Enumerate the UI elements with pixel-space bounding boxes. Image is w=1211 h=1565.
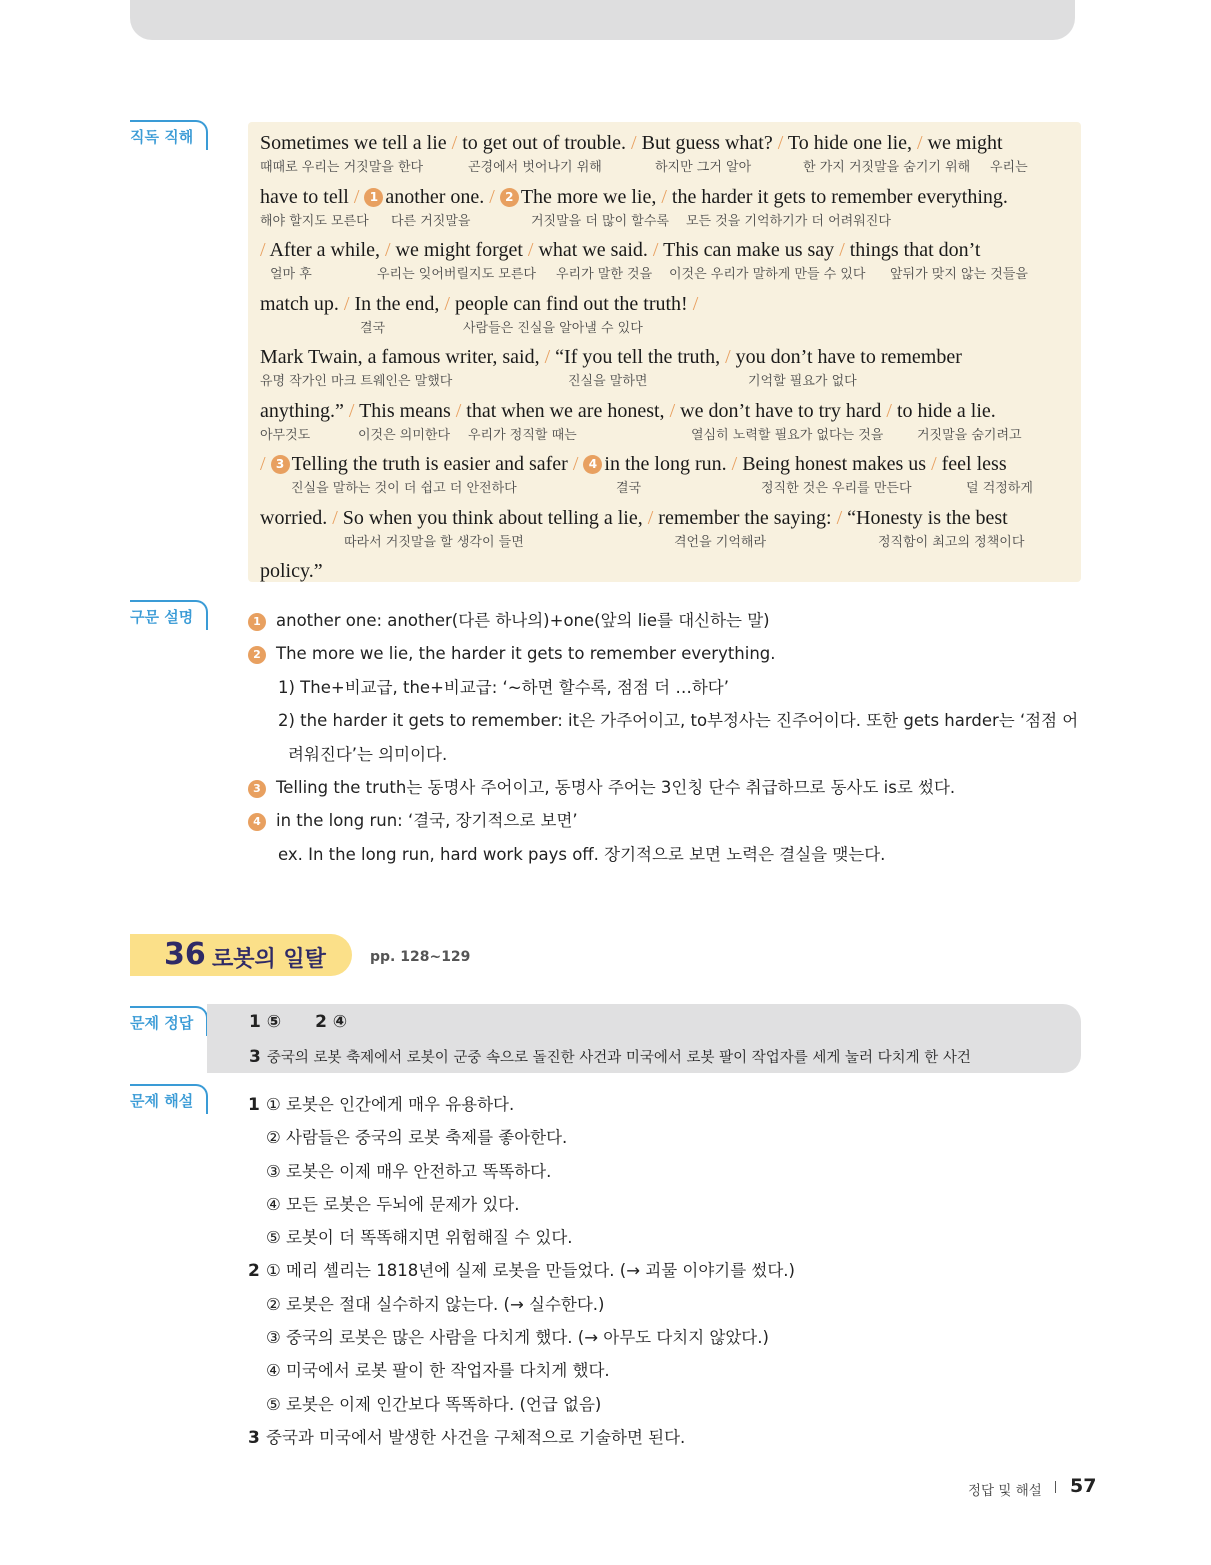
english-chunk: anything.” <box>260 399 344 422</box>
korean-gloss: 열심히 노력할 필요가 없다는 것을 <box>691 427 884 443</box>
korean-gloss: 거짓말을 숨기려고 <box>917 427 1022 443</box>
section-title: 로봇의 일탈 <box>212 947 326 972</box>
korean-gloss: 하지만 그거 알아 <box>655 160 752 175</box>
reading-translation-box <box>248 122 1081 582</box>
circled-number: 3 <box>271 455 290 474</box>
reading-line <box>260 293 1071 347</box>
english-chunk: “If you tell the truth, <box>555 346 721 368</box>
english-chunk: Telling the truth is easier and safer <box>291 453 568 475</box>
english-chunk: what we said. <box>538 239 648 261</box>
korean-gloss: 우리가 말한 것을 <box>556 267 653 282</box>
korean-gloss: 덜 걱정하게 <box>966 481 1033 496</box>
chunk-separator: / <box>522 239 539 261</box>
grammar-note <box>248 742 1088 775</box>
chunk-separator: / <box>327 506 343 529</box>
english-chunk: After a while, <box>269 239 380 261</box>
answer-3-text: 중국의 로봇 축제에서 로봇이 군중 속으로 돌진한 사건과 미국에서 로봇 팔이 작업자를 세게 눌러 다치게 한 사건 <box>266 1050 971 1066</box>
english-chunk: Being honest makes us <box>742 453 927 475</box>
english-chunk: to get out of trouble. <box>462 132 627 154</box>
korean-gloss: 때때로 우리는 거짓말을 한다 <box>260 160 424 175</box>
section-pages: pp. 128~129 <box>370 949 471 965</box>
english-chunk: have to tell <box>260 185 349 208</box>
footer-label: 정답 및 해설 <box>968 1483 1042 1499</box>
reading-line <box>260 239 1071 293</box>
korean-gloss: 이것은 의미한다 <box>358 427 451 443</box>
chunk-separator: / <box>881 399 897 422</box>
label-grammar: 구문 설명 <box>130 600 208 630</box>
circled-number: 1 <box>248 613 266 631</box>
circled-number: 4 <box>583 455 602 474</box>
note-text: 1) The+비교급, the+비교급: ‘~하면 할수록, 점점 더 …하다’ <box>278 677 729 697</box>
english-text <box>260 507 1008 530</box>
english-chunk: The more we lie, <box>520 185 657 208</box>
chunk-separator: / <box>439 292 455 315</box>
chunk-separator: / <box>720 346 736 368</box>
chunk-separator: / <box>539 346 556 368</box>
solution-line <box>248 1256 1088 1289</box>
chunk-separator: / <box>642 506 659 529</box>
solutions-list <box>248 1090 1088 1456</box>
question-number: 2 <box>248 1261 260 1282</box>
chunk-separator: / <box>687 292 699 315</box>
english-chunk: policy.” <box>260 560 323 582</box>
chunk-separator: / <box>647 239 664 261</box>
korean-gloss: 곤경에서 벗어나기 위해 <box>468 160 602 175</box>
grammar-note <box>248 775 1088 808</box>
question-number: 3 <box>248 1427 260 1448</box>
chunk-separator: / <box>343 399 360 422</box>
english-chunk: another one. <box>385 185 485 208</box>
korean-gloss: 진실을 말하면 <box>568 374 648 389</box>
korean-gloss: 정직한 것은 우리를 만든다 <box>761 481 912 496</box>
english-chunk: worried. <box>260 506 328 529</box>
chunk-separator: / <box>338 292 355 315</box>
english-chunk: To hide one lie, <box>787 132 913 154</box>
english-chunk: the harder it gets to remember everything. <box>671 185 1008 208</box>
english-chunk: we might <box>927 132 1003 154</box>
english-chunk: people can find out the truth! <box>454 292 688 315</box>
answer-box <box>207 1004 1081 1073</box>
korean-gloss: 이것은 우리가 말하게 만들 수 있다 <box>669 267 866 282</box>
grammar-note <box>248 842 1088 875</box>
solution-text: ⑤ 로봇이 더 똑똑해지면 위험해질 수 있다. <box>266 1228 573 1248</box>
solution-line <box>248 1190 1088 1223</box>
chunk-separator: / <box>926 453 942 475</box>
korean-gloss: 해야 할지도 모른다 <box>260 213 369 229</box>
solution-text: ① 로봇은 인간에게 매우 유용하다. <box>266 1095 515 1114</box>
chunk-separator: / <box>726 453 743 475</box>
english-text <box>260 560 323 583</box>
korean-gloss: 따라서 거짓말을 할 생각이 들면 <box>344 534 524 550</box>
solution-text: ④ 미국에서 로봇 팔이 한 작업자를 다치게 했다. <box>266 1361 610 1381</box>
english-chunk: remember the saying: <box>658 506 832 529</box>
question-number: 1 <box>248 1095 260 1115</box>
chunk-separator: / <box>656 185 672 208</box>
korean-gloss: 유명 작가인 마크 트웨인은 말했다 <box>260 374 453 389</box>
footer-divider <box>1055 1481 1056 1493</box>
solution-line <box>248 1356 1088 1389</box>
korean-gloss: 거짓말을 더 많이 할수록 <box>531 213 669 229</box>
note-text: The more we lie, the harder it gets to remember everything. <box>276 644 776 664</box>
english-chunk: we don’t have to try hard <box>680 399 882 422</box>
solution-text: ⑤ 로봇은 이제 인간보다 똑똑하다. (언급 없음) <box>266 1394 602 1414</box>
korean-gloss: 얼마 후 <box>270 267 312 282</box>
english-chunk: things that don’t <box>849 239 981 261</box>
solution-line <box>248 1157 1088 1190</box>
reading-line <box>260 186 1071 240</box>
korean-gloss: 기억할 필요가 없다 <box>748 374 857 389</box>
solution-text: ① 메리 셸리는 1818년에 실제 로봇을 만들었다. (→ 괴물 이야기를 썼다.) <box>266 1261 795 1281</box>
circled-number: 2 <box>500 188 519 207</box>
chunk-separator: / <box>348 185 365 208</box>
solution-text: ④ 모든 로봇은 두뇌에 문제가 있다. <box>266 1194 520 1214</box>
note-text: 려워진다’는 의미이다. <box>288 744 448 764</box>
english-text <box>260 346 962 369</box>
english-chunk: you don’t have to remember <box>735 346 962 368</box>
korean-gloss: 우리는 <box>990 160 1028 175</box>
solution-text: ② 로봇은 절대 실수하지 않는다. (→ 실수한다.) <box>266 1294 605 1314</box>
label-reading: 직독 직해 <box>130 120 208 150</box>
solution-line <box>248 1290 1088 1323</box>
answer-row <box>249 1046 971 1067</box>
grammar-note <box>248 808 1088 841</box>
korean-gloss: 아무것도 <box>260 427 311 443</box>
label-answers: 문제 정답 <box>130 1006 208 1036</box>
korean-gloss: 결국 <box>616 481 642 496</box>
korean-gloss: 다른 거짓말을 <box>391 213 471 229</box>
english-text <box>260 186 1008 209</box>
section-number: 36 <box>164 937 206 972</box>
chunk-separator: / <box>664 399 681 422</box>
english-text <box>260 293 698 316</box>
reading-line <box>260 560 1071 614</box>
chunk-separator: / <box>260 239 270 261</box>
top-banner <box>130 0 1075 40</box>
english-chunk: This can make us say <box>663 239 835 261</box>
english-chunk: Sometimes we tell a lie <box>260 132 447 154</box>
note-text: in the long run: ‘결국, 장기적으로 보면’ <box>276 811 578 831</box>
section-header <box>130 934 352 976</box>
reading-line <box>260 346 1071 400</box>
english-chunk: to hide a lie. <box>896 399 996 422</box>
note-text: ex. In the long run, hard work pays off. 장기적으로 보면 노력은 결실을 맺는다. <box>278 844 886 864</box>
english-text <box>260 400 996 423</box>
solution-line <box>248 1390 1088 1423</box>
circled-number: 2 <box>248 646 266 664</box>
answer-1: 1 ⑤ <box>249 1012 282 1032</box>
english-chunk: “Honesty is the best <box>847 506 1008 529</box>
korean-gloss: 사람들은 진실을 알아낼 수 있다 <box>463 320 643 336</box>
solution-line <box>248 1090 1088 1123</box>
chunk-separator: / <box>772 132 788 154</box>
solution-text: ③ 중국의 로봇은 많은 사람을 다치게 했다. (→ 아무도 다치지 않았다.) <box>266 1328 769 1348</box>
korean-gloss: 우리가 정직할 때는 <box>468 427 577 443</box>
solution-line <box>248 1223 1088 1256</box>
chunk-separator: / <box>450 399 467 422</box>
chunk-separator: / <box>912 132 928 154</box>
answer-row <box>249 1012 375 1032</box>
chunk-separator: / <box>834 239 850 261</box>
english-chunk: Mark Twain, a famous writer, said, <box>260 346 540 368</box>
korean-gloss: 모든 것을 기억하기가 더 어려워진다 <box>686 213 891 229</box>
grammar-note <box>248 675 1088 708</box>
english-chunk: So when you think about telling a lie, <box>342 506 643 529</box>
label-solutions: 문제 해설 <box>130 1084 208 1114</box>
english-text <box>260 453 1007 476</box>
chunk-separator: / <box>446 132 463 154</box>
chunk-separator: / <box>567 453 584 475</box>
korean-gloss: 결국 <box>360 320 386 336</box>
solution-line <box>248 1323 1088 1356</box>
english-chunk: that when we are honest, <box>466 399 665 422</box>
korean-gloss: 우리는 잊어버릴지도 모른다 <box>377 267 536 282</box>
note-text: another one: another(다른 하나의)+one(앞의 lie를 대신하는 말) <box>276 611 770 630</box>
english-chunk: match up. <box>260 292 339 315</box>
english-chunk: we might forget <box>395 239 523 261</box>
english-chunk: feel less <box>941 453 1007 475</box>
page-number: 57 <box>1070 1475 1097 1497</box>
chunk-separator: / <box>379 239 396 261</box>
korean-gloss: 한 가지 거짓말을 숨기기 위해 <box>803 160 971 175</box>
reading-line <box>260 453 1071 507</box>
chunk-separator: / <box>626 132 642 154</box>
grammar-note <box>248 641 1088 674</box>
answer-2: 2 ④ <box>315 1012 348 1032</box>
english-chunk: This means <box>359 399 451 422</box>
solution-text: ② 사람들은 중국의 로봇 축제를 좋아한다. <box>266 1128 568 1148</box>
grammar-note <box>248 608 1088 641</box>
korean-gloss: 앞뒤가 맞지 않는 것들을 <box>890 267 1028 282</box>
english-chunk: in the long run. <box>604 453 727 475</box>
korean-gloss: 정직함이 최고의 정책이다 <box>878 534 1025 550</box>
solution-line <box>248 1123 1088 1156</box>
circled-number: 3 <box>248 780 266 798</box>
english-chunk: But guess what? <box>641 132 773 154</box>
solution-text: 중국과 미국에서 발생한 사건을 구체적으로 기술하면 된다. <box>266 1427 686 1447</box>
chunk-separator: / <box>484 185 500 208</box>
grammar-note <box>248 708 1088 741</box>
english-chunk: In the end, <box>354 292 440 315</box>
solution-line <box>248 1423 1088 1456</box>
english-text <box>260 132 1003 155</box>
reading-line <box>260 132 1071 186</box>
grammar-notes <box>248 608 1088 875</box>
note-text: Telling the truth는 동명사 주어이고, 동명사 주어는 3인칭 단수 취급하므로 동사도 is로 썼다. <box>276 777 956 797</box>
english-text <box>260 239 981 262</box>
korean-gloss: 격언을 기억해라 <box>674 534 767 550</box>
circled-number: 1 <box>364 188 383 207</box>
circled-number: 4 <box>248 813 266 831</box>
reading-line <box>260 400 1071 454</box>
reading-line <box>260 507 1071 561</box>
chunk-separator: / <box>260 453 271 475</box>
solution-text: ③ 로봇은 이제 매우 안전하고 똑똑하다. <box>266 1161 552 1181</box>
korean-gloss: 진실을 말하는 것이 더 쉽고 더 안전하다 <box>291 481 517 496</box>
note-text: 2) the harder it gets to remember: it은 가주어이고, to부정사는 진주어이다. 또한 gets harder는 ‘점점 어 <box>278 711 1079 731</box>
answer-3-number: 3 <box>249 1047 261 1067</box>
chunk-separator: / <box>831 506 848 529</box>
